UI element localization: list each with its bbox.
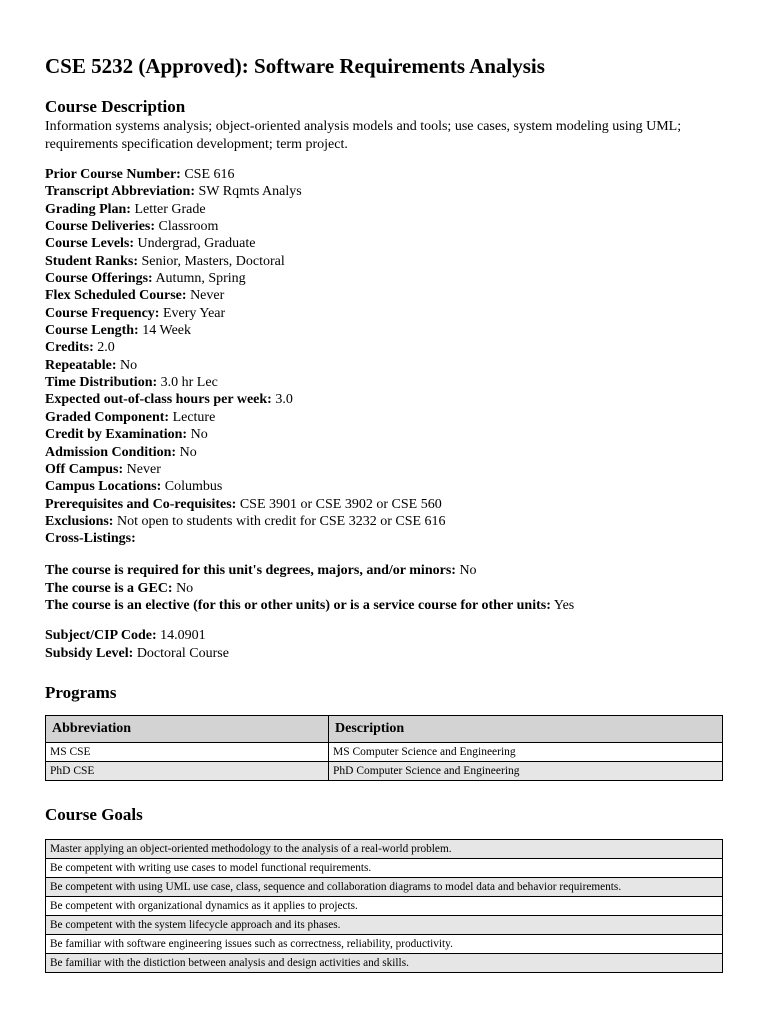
requirement-value: No xyxy=(176,580,194,596)
field-value: 14 Week xyxy=(142,323,192,339)
field-row xyxy=(45,166,725,183)
field-label: Time Distribution: xyxy=(45,375,158,391)
field-value: SW Rqmts Analys xyxy=(198,184,302,200)
field-value: Not open to students with credit for CSE 3232 or CSE 616 xyxy=(116,513,446,529)
table-row xyxy=(46,859,723,878)
requirement-value: Yes xyxy=(553,598,575,613)
program-description: MS Computer Science and Engineering xyxy=(329,743,723,762)
requirement-label: The course is an elective (for this or other units) or is a service course for other units: xyxy=(45,598,551,613)
field-label: Cross-Listings: xyxy=(45,531,136,547)
field-value: Columbus xyxy=(164,479,223,495)
field-value: Autumn, Spring xyxy=(155,271,246,287)
table-row xyxy=(46,935,723,954)
course-goals-heading: Course Goals xyxy=(45,805,143,824)
column-header-abbreviation: Abbreviation xyxy=(46,716,329,743)
field-value: No xyxy=(120,357,138,373)
field-row xyxy=(45,478,725,495)
table-row xyxy=(46,762,723,781)
table-header-row xyxy=(46,716,723,743)
program-description: PhD Computer Science and Engineering xyxy=(329,762,723,781)
table-row xyxy=(46,840,723,859)
field-value: CSE 3901 or CSE 3902 or CSE 560 xyxy=(239,496,442,512)
field-value: Classroom xyxy=(158,219,219,235)
program-abbreviation: PhD CSE xyxy=(46,762,329,781)
field-row xyxy=(45,201,725,218)
course-goals-table xyxy=(45,839,723,973)
field-label: Off Campus: xyxy=(45,461,124,477)
field-row xyxy=(45,287,725,304)
field-row xyxy=(45,235,725,252)
field-value: 3.0 xyxy=(275,392,293,408)
field-label: Campus Locations: xyxy=(45,479,162,495)
course-goal: Be familiar with the distiction between analysis and design activities and skills. xyxy=(46,954,723,973)
course-goal: Be familiar with software engineering issues such as correctness, reliability, productivity. xyxy=(46,935,723,954)
requirement-row xyxy=(45,597,725,615)
code-label: Subsidy Level: xyxy=(45,645,134,661)
field-value: CSE 616 xyxy=(184,167,235,182)
field-label: Exclusions: xyxy=(45,513,114,529)
table-row xyxy=(46,954,723,973)
course-goal: Master applying an object-oriented methodology to the analysis of a real-world problem. xyxy=(46,840,723,859)
field-row xyxy=(45,496,725,513)
field-value: Letter Grade xyxy=(134,201,206,217)
course-goal: Be competent with organizational dynamics as it applies to projects. xyxy=(46,897,723,916)
column-header-description: Description xyxy=(329,716,723,743)
table-row xyxy=(46,743,723,762)
code-row xyxy=(45,627,725,645)
course-description-text: Information systems analysis; object-oriented analysis models and tools; use cases, system modeling using UML; requirements specification development; term project. xyxy=(45,119,682,152)
field-label: Transcript Abbreviation: xyxy=(45,184,195,200)
requirement-row xyxy=(45,562,725,580)
field-label: Graded Component: xyxy=(45,409,170,425)
field-value: Every Year xyxy=(162,305,226,321)
field-row xyxy=(45,270,725,287)
field-row xyxy=(45,305,725,322)
field-row xyxy=(45,183,725,200)
field-value: Never xyxy=(190,288,225,304)
course-description-heading: Course Description xyxy=(45,97,186,116)
requirements-block xyxy=(45,562,725,615)
requirement-value: No xyxy=(459,563,477,578)
field-label: Course Deliveries: xyxy=(45,219,156,235)
field-row xyxy=(45,444,725,461)
table-row xyxy=(46,878,723,897)
requirement-label: The course is a GEC: xyxy=(45,580,173,596)
field-row xyxy=(45,409,725,426)
field-label: Prior Course Number: xyxy=(45,167,181,182)
programs-heading: Programs xyxy=(45,683,117,702)
field-value: Lecture xyxy=(172,409,216,425)
field-label: Grading Plan: xyxy=(45,201,131,217)
field-row xyxy=(45,426,725,443)
field-label: Admission Condition: xyxy=(45,444,177,460)
field-label: Course Frequency: xyxy=(45,305,160,321)
program-abbreviation: MS CSE xyxy=(46,743,329,762)
code-label: Subject/CIP Code: xyxy=(45,628,157,643)
field-label: Credits: xyxy=(45,340,94,356)
field-label: Course Levels: xyxy=(45,236,135,252)
field-row xyxy=(45,218,725,235)
field-row xyxy=(45,322,725,339)
code-value: Doctoral Course xyxy=(136,645,229,661)
field-label: Course Offerings: xyxy=(45,271,153,287)
programs-table xyxy=(45,715,723,781)
code-row xyxy=(45,645,725,663)
field-value: Senior, Masters, Doctoral xyxy=(141,253,285,269)
field-label: Course Length: xyxy=(45,323,139,339)
requirement-row xyxy=(45,580,725,598)
requirement-label: The course is required for this unit's degrees, majors, and/or minors: xyxy=(45,563,456,578)
field-row xyxy=(45,357,725,374)
field-value: Undergrad, Graduate xyxy=(137,236,256,252)
course-fields xyxy=(45,166,725,548)
field-label: Prerequisites and Co-requisites: xyxy=(45,496,237,512)
field-label: Student Ranks: xyxy=(45,253,138,269)
field-label: Expected out-of-class hours per week: xyxy=(45,392,272,408)
table-row xyxy=(46,916,723,935)
course-goal: Be competent with writing use cases to model functional requirements. xyxy=(46,859,723,878)
field-row xyxy=(45,513,725,530)
field-row xyxy=(45,391,725,408)
field-label: Credit by Examination: xyxy=(45,427,188,443)
codes-block xyxy=(45,627,725,662)
page-title: CSE 5232 (Approved): Software Requirements Analysis xyxy=(45,54,545,78)
field-row xyxy=(45,253,725,270)
field-value: 2.0 xyxy=(97,340,115,356)
field-value: No xyxy=(190,427,208,443)
field-row xyxy=(45,530,725,547)
field-row xyxy=(45,374,725,391)
course-goal: Be competent with the system lifecycle approach and its phases. xyxy=(46,916,723,935)
code-value: 14.0901 xyxy=(160,628,206,643)
course-goal: Be competent with using UML use case, class, sequence and collaboration diagrams to model data and behavior requirements. xyxy=(46,878,723,897)
field-label: Flex Scheduled Course: xyxy=(45,288,187,304)
field-label: Repeatable: xyxy=(45,357,117,373)
field-value: 3.0 hr Lec xyxy=(160,375,218,391)
field-value: No xyxy=(179,444,197,460)
field-row xyxy=(45,461,725,478)
field-row xyxy=(45,339,725,356)
table-row xyxy=(46,897,723,916)
field-value: Never xyxy=(126,461,161,477)
